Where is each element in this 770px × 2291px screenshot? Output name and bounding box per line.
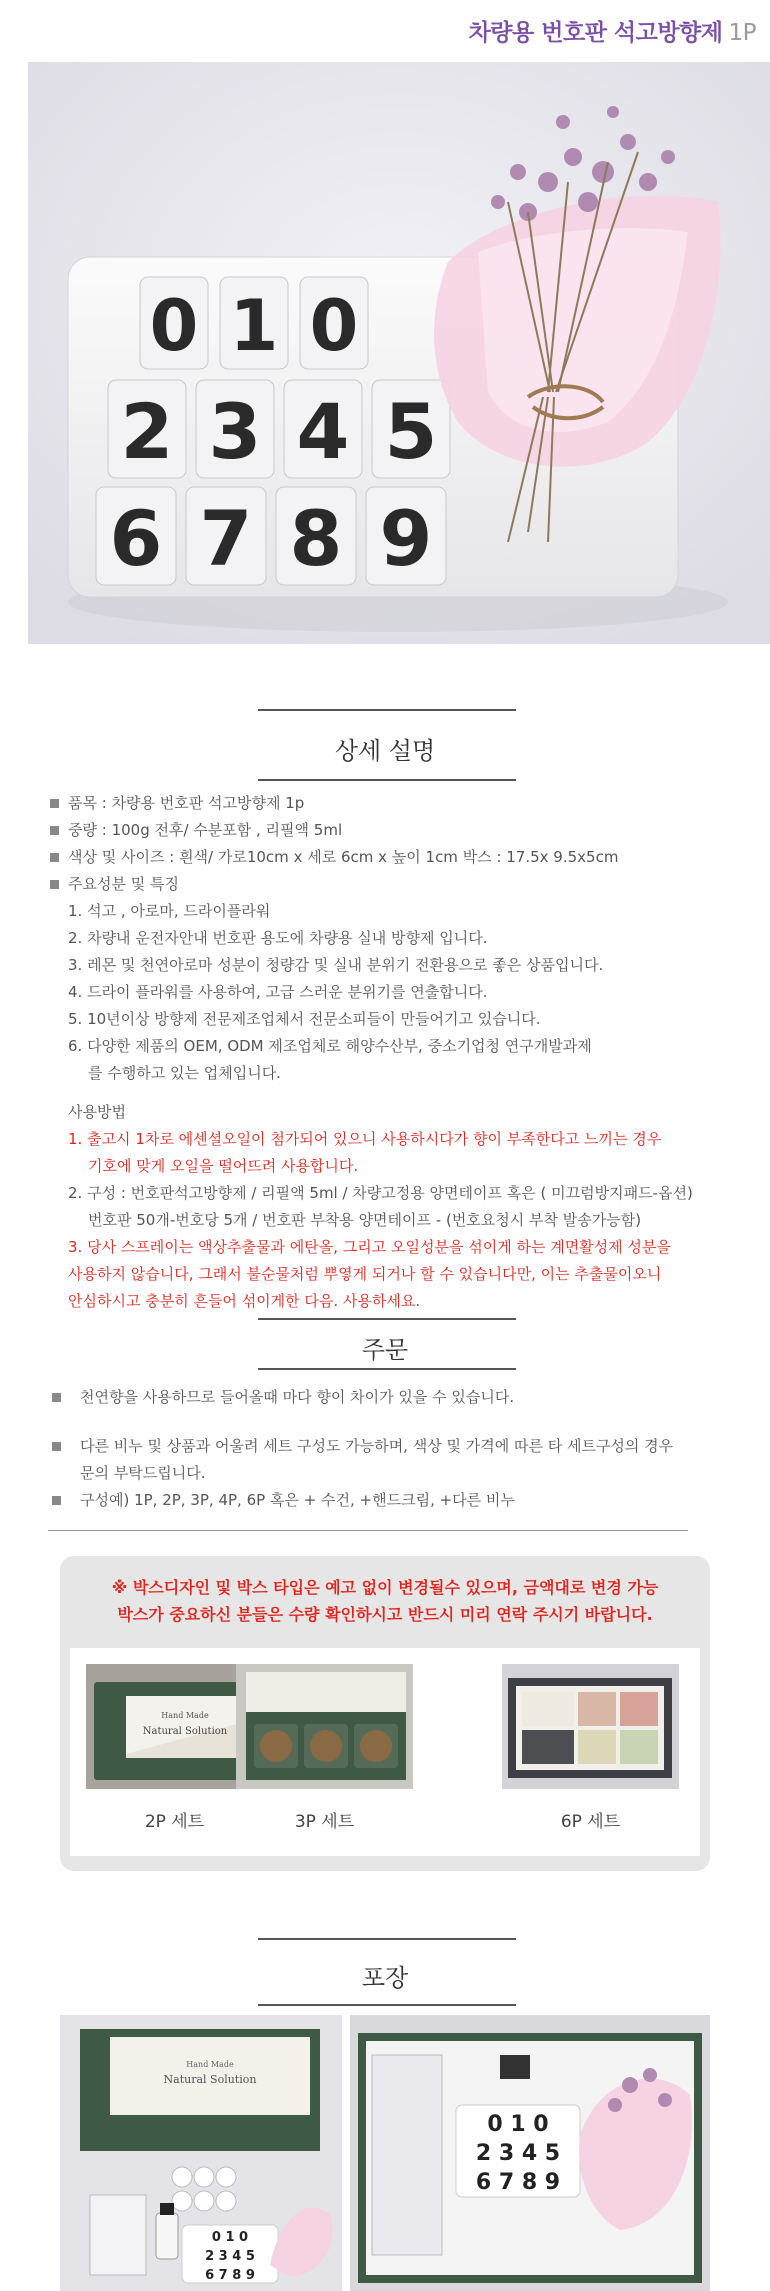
order-row-cont [52, 1460, 752, 1487]
usage-title: 사용방법 [68, 1103, 126, 1121]
usage-line: 사용하지 않습니다, 그래서 불순물처럼 뿌옇게 되거나 할 수 있습니다만, 이는 추출물이오니 [68, 1265, 662, 1283]
box-card-3p[interactable] [236, 1664, 413, 1832]
mini-digits: 2 3 4 5 [475, 2141, 561, 2166]
divider [258, 779, 516, 781]
notice-line: 박스가 중요하신 분들은 수량 확인하시고 반드시 미리 연락 주시기 바랍니다. [117, 1605, 653, 1624]
feature-item: 5. 10년이상 방향제 전문제조업체서 전문소피들이 만들어기고 있습니다. [68, 1010, 541, 1028]
packing-heading: 포장 [361, 1964, 409, 1992]
usage-line: 번호판 50개-번호당 5개 / 번호판 부착용 양면테이프 - (번호요청시 부착 발송가능함) [88, 1211, 642, 1229]
order-row [52, 1384, 752, 1411]
bullet-icon [50, 880, 59, 889]
spec-row [48, 817, 748, 844]
divider [48, 1530, 688, 1531]
order-text: 문의 부탁드립니다. [80, 1464, 206, 1482]
spec-text: 주요성분 및 특징 [68, 875, 179, 893]
box-6p-photo [502, 1664, 679, 1789]
feature-item: 를 수행하고 있는 업체입니다. [88, 1064, 281, 1082]
feature-item: 3. 레몬 및 천연아로마 성분이 청량감 및 실내 분위기 전환용으로 좋은 상품입니다. [68, 956, 604, 974]
box-caption: 2P 세트 [144, 1812, 205, 1832]
divider [258, 1938, 516, 1940]
order-row [52, 1433, 752, 1460]
packing-illustration [60, 2015, 710, 2291]
divider [258, 1368, 516, 1370]
bullet-icon [50, 799, 59, 808]
mini-digits: 6 7 8 9 [205, 2268, 255, 2283]
box-label-small: Hand Made [161, 1711, 209, 1720]
hero-digit: 3 [208, 387, 262, 476]
bullet-icon [50, 826, 59, 835]
spec-row [48, 871, 748, 898]
bullet-icon [52, 1393, 61, 1402]
notice-line: ※ 박스디자인 및 박스 타입은 예고 없이 변경될수 있으며, 금액대로 변경 가능 [111, 1578, 659, 1597]
hero-digit: 8 [289, 494, 343, 583]
box-label: Natural Solution [163, 2073, 257, 2086]
hero-digit: 7 [199, 494, 253, 583]
box-label-small: Hand Made [186, 2060, 234, 2069]
packing-photos [60, 2015, 710, 2291]
order-text: 천연향을 사용하므로 들어올때 마다 향이 차이가 있을 수 있습니다. [80, 1388, 515, 1406]
page-title [469, 14, 756, 47]
spec-row [48, 790, 748, 817]
usage-line: 2. 구성 : 번호판석고방향제 / 리필액 5ml / 차량고정용 양면테이프 혹은 ( 미끄럼방지패드-옵션) [68, 1184, 693, 1202]
detail-heading: 상세 설명 [334, 737, 436, 765]
usage-line: 1. 출고시 1차로 에센셜오일이 첨가되어 있으니 사용하시다가 향이 부족한다고 느끼는 경우 [68, 1130, 662, 1148]
spec-row [48, 844, 748, 871]
bullet-icon [52, 1442, 61, 1451]
feature-item: 2. 차량내 운전자안내 번호판 용도에 차량용 실내 방향제 입니다. [68, 929, 488, 947]
title-bar [0, 0, 770, 62]
mini-digits: 6 7 8 9 [475, 2170, 561, 2195]
hero-digit: 5 [384, 387, 438, 476]
hero-digit: 0 [149, 285, 199, 367]
tiles-row-1 [140, 277, 368, 369]
hero-photo [28, 62, 770, 644]
box-label: Natural Solution [142, 1726, 228, 1737]
mini-digits: 2 3 4 5 [205, 2249, 255, 2264]
order-heading: 주문 [361, 1336, 409, 1364]
spec-text: 품목 : 차량용 번호판 석고방향제 1p [68, 794, 305, 812]
order-text: 구성예) 1P, 2P, 3P, 4P, 6P 혹은 + 수건, +핸드크림, +다른 비누 [80, 1491, 515, 1509]
bullet-icon [50, 853, 59, 862]
divider [258, 2004, 516, 2006]
hero-digit: 9 [379, 494, 433, 583]
box-notice [60, 1574, 710, 1628]
hero-digit: 4 [296, 387, 350, 476]
order-row [52, 1487, 752, 1514]
box-caption: 3P 세트 [294, 1812, 355, 1832]
feature-item: 1. 석고 , 아로마, 드라이플라워 [68, 902, 271, 920]
hero-digit: 6 [109, 494, 163, 583]
spec-text: 중량 : 100g 전후/ 수분포함 , 리필액 5ml [68, 821, 343, 839]
title-suffix: 1P [728, 20, 756, 46]
box-gallery [70, 1648, 700, 1856]
title-text: 차량용 번호판 석고방향제 [468, 20, 723, 46]
usage-line: 안심하시고 충분히 흔들어 섞이게한 다음. 사용하세요. [68, 1292, 421, 1310]
detail-spec [48, 790, 748, 1315]
usage-line: 3. 당사 스프레이는 액상추출물과 에탄올, 그리고 오일성분을 섞이게 하는 계면활성제 성분을 [68, 1238, 671, 1256]
hero-digit: 0 [309, 285, 359, 367]
order-text: 다른 비누 및 상품과 어울려 세트 구성도 가능하며, 색상 및 가격에 따른 타 세트구성의 경우 [80, 1437, 674, 1455]
feature-item: 4. 드라이 플라워를 사용하여, 고급 스러운 분위기를 연출합니다. [68, 983, 488, 1001]
box-3p-photo [236, 1664, 413, 1789]
bullet-icon [52, 1496, 61, 1505]
box-card-6p[interactable] [502, 1664, 679, 1832]
box-caption: 6P 세트 [560, 1812, 621, 1832]
hero-digit: 1 [229, 285, 279, 367]
divider [258, 1318, 516, 1320]
spec-text: 색상 및 사이즈 : 흰색/ 가로10cm x 세로 6cm x 높이 1cm 박스 : 17.5x 9.5x5cm [68, 848, 619, 866]
feature-item: 6. 다양한 제품의 OEM, ODM 제조업체로 해양수산부, 중소기업청 연구개발과제 [68, 1037, 592, 1055]
hero-illustration [28, 62, 770, 644]
mini-digits: 0 1 0 [487, 2112, 549, 2137]
hero-digit: 2 [120, 387, 174, 476]
usage-line: 기호에 맞게 오일을 떨어뜨려 사용합니다. [88, 1157, 359, 1175]
order-notes [52, 1384, 752, 1514]
box-options-panel [60, 1556, 710, 1871]
divider [258, 709, 516, 711]
mini-digits: 0 1 0 [211, 2230, 249, 2245]
